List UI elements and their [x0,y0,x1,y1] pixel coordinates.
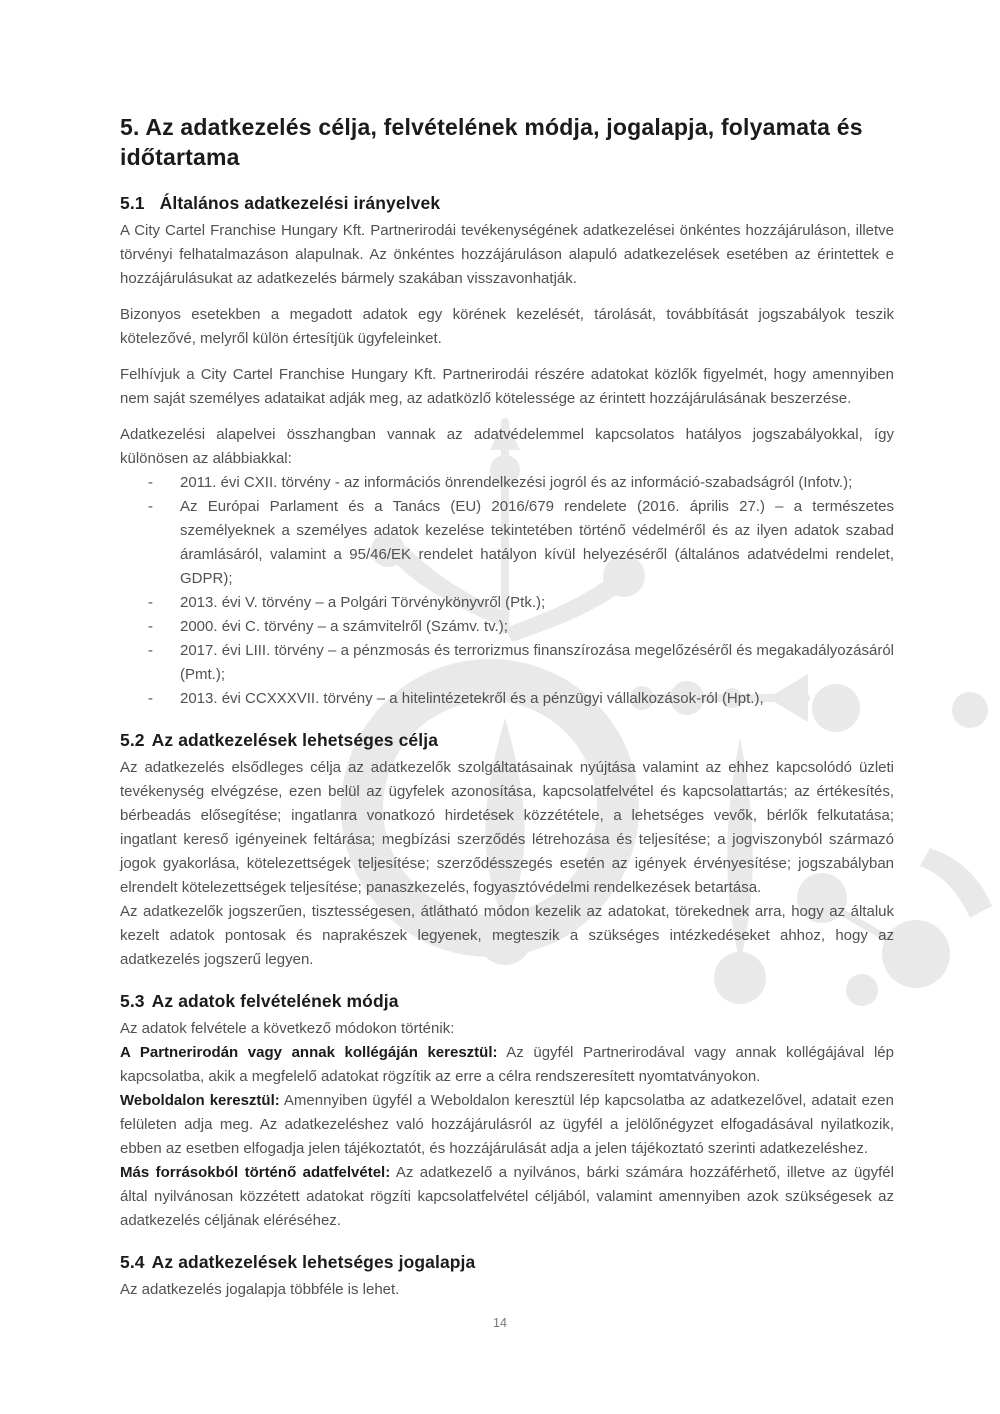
method-lead: Weboldalon keresztül: [120,1092,280,1109]
section-5-2 [120,729,894,972]
section-number: 5.4 [120,1252,145,1272]
paragraph: Az adatok felvétele a következő módokon történik: [120,1020,455,1037]
method-lead: A Partnerirodán vagy annak kollégáján keresztül: [120,1044,498,1061]
list-item-text: 2011. évi CXII. törvény - az információs önrendelkezési jogról és az információ-szabadságról (Infotv.); [180,474,853,491]
bullet-marker: - [148,594,153,611]
list-item [120,687,894,711]
bullet-marker: - [148,690,153,707]
paragraph: Az adatkezelők jogszerűen, tisztességesen, átlátható módon kezelik az adatokat, törekednek arra, hogy az általuk kezelt adatok pontosak és naprakészek legyenek, megteszik a szükséges intézkedéseket ahhoz, hogy az adatkezelés jogszerű legyen. [120,903,894,968]
paragraph: Az adatkezelés jogalapja többféle is lehet. [120,1281,400,1298]
method-text: Az adatkezelő a nyilvános, bárki számára hozzáférhető, illetve az ügyfél által nyilvánosan közzétett adatokat rögzíti kapcsolatfelvétel céljából, valamint amennyiben azok szükségesek az adatkezelés céljának eléréséhez. [120,1164,894,1229]
section-5-1 [120,192,894,711]
section-5-4 [120,1251,894,1302]
section-number: 5.2 [120,730,145,750]
section-title: Az adatkezelések lehetséges célja [151,730,439,750]
paragraph: Felhívjuk a City Cartel Franchise Hungary Kft. Partnerirodái részére adatokat közlők figyelmét, hogy amennyiben nem saját személyes adataikat adják meg, az adatközlő kötelessége az érintett hozzájárulásának beszerzése. [120,366,894,407]
method-text: Amennyiben ügyfél a Weboldalon keresztül lép kapcsolatba az adatkezelővel, adatait ezen felületen adja meg. Az adatkezeléshez való hozzájárulásról az ügyfél a jelölőnégyzet elfogadásával nyilatkozik, ebben az esetben elfogadja jelen tájékoztatót, és hozzájárulását adja a jelen tájékoztató szerinti adatkezeléshez. [120,1092,894,1157]
method-text: Az ügyfél Partnerirodával vagy annak kollégájával lép kapcsolatba, akik a megfelelő adatokat rögzítik az erre a célra rendszeresített nyomtatványokon. [120,1044,894,1085]
section-heading [120,729,894,751]
paragraph: Az adatkezelés elsődleges célja az adatkezelők szolgáltatásainak nyújtása valamint az ehhez kapcsolódó üzleti tevékenység elvégzése, ezen belül az ügyfelek azonosítása, kapcsolatfelvétel és kapcsolattartás; az értékesítés, bérbeadás elősegítése; ingatlanra vonatkozó hirdetések közzététele, a lehetséges vevők, bérlők felkutatása; ingatlant kereső igényeinek feltárása; megbízási szerződés létrehozása és teljesítése; a jogviszonyból származó jogok gyakorlása, kötelezettségek teljesítése; szerződésszegés esetén az igények érvényesítése; jogszabályban elrendelt kötelezettségek teljesítése; panaszkezelés, fogyasztóvédelmi rendelkezések betartása. [120,759,894,896]
list-item [120,639,894,687]
paragraph: Adatkezelési alapelvei összhangban vannak az adatvédelemmel kapcsolatos hatályos jogszabályokkal, így különösen az alábbiakkal: [120,426,894,467]
page-number: 14 [493,1316,507,1330]
section-title: Az adatok felvételének módja [151,991,399,1011]
paragraph [120,1041,894,1089]
method-lead: Más forrásokból történő adatfelvétel: [120,1164,391,1181]
section-heading [120,192,894,214]
list-item-text: 2013. évi V. törvény – a Polgári Törvénykönyvről (Ptk.); [180,594,546,611]
section-title: Az adatkezelések lehetséges jogalapja [151,1252,476,1272]
list-item [120,591,894,615]
page-title: 5. Az adatkezelés célja, felvételének módja, jogalapja, folyamata és időtartama [120,114,863,170]
section-title: Általános adatkezelési irányelvek [159,193,441,213]
list-item-text: 2000. évi C. törvény – a számvitelről (Számv. tv.); [180,618,508,635]
list-item-text: 2013. évi CCXXXVII. törvény – a hitelintézetekről és a pénzügyi vállalkozások-ról (Hpt.), [180,690,764,707]
paragraph: A City Cartel Franchise Hungary Kft. Partnerirodái tevékenységének adatkezelései önkéntes hozzájáruláson, illetve törvényi felhatalmazáson alapulnak. Az önkéntes hozzájáruláson alapuló adatkezelések esetében az érintettek e hozzájárulásukat az adatkezelés bármely szakában visszavonhatják. [120,222,894,287]
document-content [120,112,894,1302]
bullet-marker: - [148,642,153,659]
list-item [120,615,894,639]
bullet-marker: - [148,474,153,491]
list-item [120,471,894,495]
paragraph: Bizonyos esetekben a megadott adatok egy körének kezelését, tárolását, továbbítását jogszabályok teszik kötelezővé, melyről külön értesítjük ügyfeleinket. [120,306,894,347]
paragraph [120,1161,894,1233]
list-item-text: 2017. évi LIII. törvény – a pénzmosás és terrorizmus finanszírozása megelőzéséről és megakadályozásáról (Pmt.); [180,642,894,683]
section-number: 5.1 [120,193,145,213]
section-heading [120,990,894,1012]
section-heading [120,1251,894,1273]
bullet-marker: - [148,618,153,635]
list-item [120,495,894,591]
law-list [120,471,894,711]
paragraph [120,1089,894,1161]
section-number: 5.3 [120,991,145,1011]
section-5-3 [120,990,894,1233]
list-item-text: Az Európai Parlament és a Tanács (EU) 2016/679 rendelete (2016. április 27.) – a természetes személyeknek a személyes adatok kezelése tekintetében történő védelméről és az ilyen adatok szabad áramlásáról, valamint a 95/46/EK rendelet hatályon kívül helyezéséről (általános adatvédelmi rendelet, GDPR); [180,498,894,587]
bullet-marker: - [148,498,153,515]
